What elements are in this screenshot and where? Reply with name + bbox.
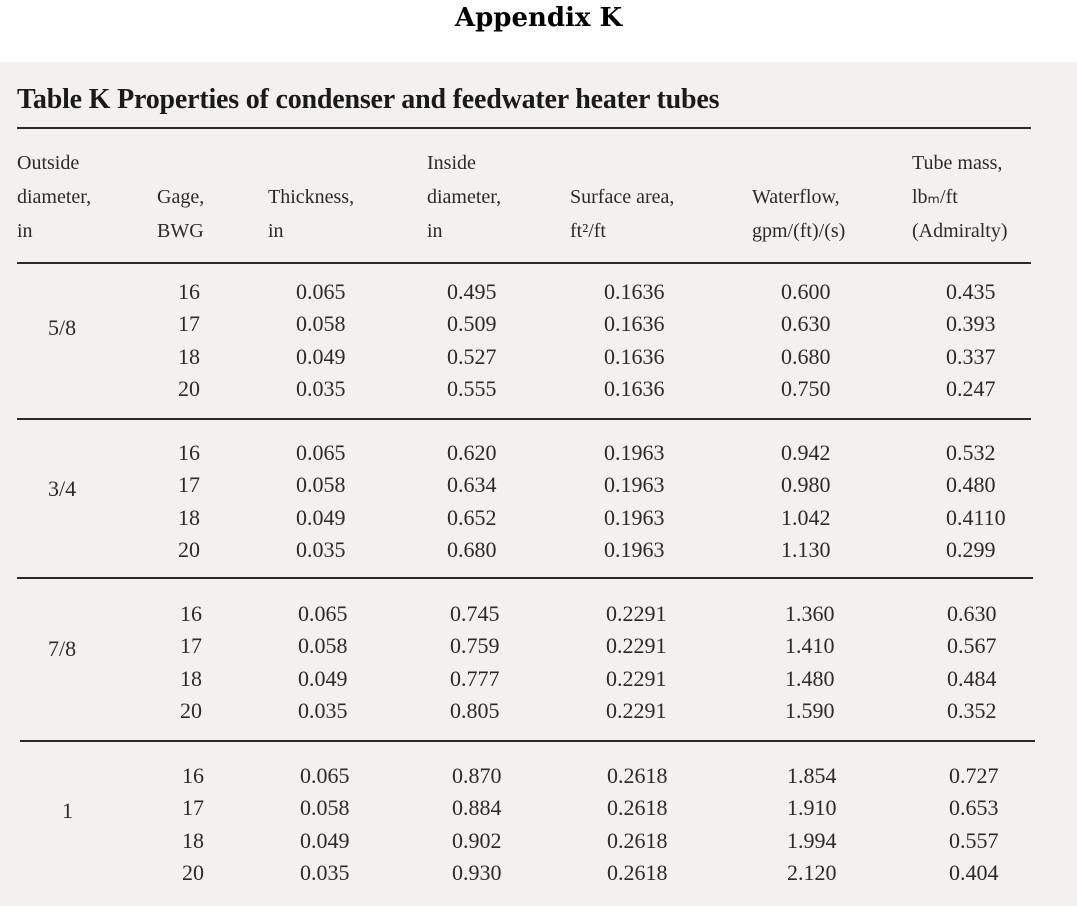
appendix-title: Appendix K bbox=[454, 3, 623, 33]
table-cell: 1.130 bbox=[781, 537, 831, 563]
table-cell: 0.337 bbox=[946, 343, 996, 369]
group-separator bbox=[20, 740, 1035, 742]
thickness-column bbox=[300, 760, 350, 890]
table-cell: 0.1636 bbox=[604, 311, 665, 337]
group-separator bbox=[17, 577, 1033, 579]
tube-mass-column bbox=[946, 437, 1006, 567]
table-cell: 16 bbox=[178, 440, 200, 465]
gage-column bbox=[178, 437, 200, 567]
table-cell: 0.035 bbox=[298, 698, 348, 724]
header-rule bbox=[17, 262, 1031, 264]
outside-diameter-value: 1 bbox=[62, 798, 73, 823]
table-cell: 0.049 bbox=[298, 665, 348, 691]
table-cell: 0.1636 bbox=[604, 376, 665, 402]
table-cell: 1.480 bbox=[785, 665, 835, 691]
tube-mass-column bbox=[946, 276, 996, 406]
table-cell: 0.049 bbox=[296, 343, 346, 369]
table-cell: 1.042 bbox=[781, 504, 831, 530]
table-cell: 0.2618 bbox=[607, 763, 668, 788]
table-cell: 18 bbox=[182, 827, 204, 853]
table-cell: 0.805 bbox=[450, 698, 500, 724]
thickness-column bbox=[298, 598, 348, 728]
table-cell: 0.652 bbox=[447, 504, 497, 530]
table-cell: 0.2291 bbox=[606, 698, 667, 724]
table-cell: 0.035 bbox=[300, 860, 350, 886]
table-cell: 0.630 bbox=[781, 311, 831, 337]
table-cell: 0.1636 bbox=[604, 279, 665, 304]
table-cell: 0.930 bbox=[452, 860, 502, 886]
table-cell: 1.360 bbox=[785, 601, 835, 626]
table-cell: 0.567 bbox=[947, 633, 997, 659]
table-cell: 17 bbox=[178, 472, 200, 498]
header-tube-mass: Tube mass, lbₘ/ft (Admiralty) bbox=[912, 152, 1008, 242]
tube-mass-column bbox=[949, 760, 999, 890]
table-cell: 0.049 bbox=[300, 827, 350, 853]
table-cell: 18 bbox=[178, 504, 200, 530]
table-cell: 0.630 bbox=[947, 601, 997, 626]
table-cell: 0.942 bbox=[781, 440, 831, 465]
table-cell: 0.1963 bbox=[604, 504, 665, 530]
table-cell: 0.532 bbox=[946, 440, 996, 465]
waterflow-column bbox=[781, 276, 831, 406]
table-cell: 0.870 bbox=[452, 763, 502, 788]
table-cell: 0.065 bbox=[296, 279, 346, 304]
header-thickness: Thickness, in bbox=[268, 186, 355, 242]
table-cell: 0.299 bbox=[946, 537, 996, 563]
table-cell: 0.1963 bbox=[604, 440, 665, 465]
table-cell: 0.247 bbox=[946, 376, 996, 402]
table-cell: 0.435 bbox=[946, 279, 996, 304]
table-cell: 17 bbox=[178, 311, 200, 337]
table-cell: 0.2291 bbox=[606, 665, 667, 691]
header-outside-diameter: Outside diameter, in bbox=[17, 152, 92, 242]
waterflow-column bbox=[781, 437, 831, 567]
table-cell: 0.555 bbox=[447, 376, 497, 402]
table-cell: 0.352 bbox=[947, 698, 997, 724]
inside-diameter-column bbox=[452, 760, 502, 890]
table-cell: 0.680 bbox=[781, 343, 831, 369]
outside-diameter-value: 7/8 bbox=[48, 636, 77, 661]
thickness-column bbox=[296, 276, 346, 406]
table-cell: 20 bbox=[180, 698, 202, 724]
table-cell: 0.393 bbox=[946, 311, 996, 337]
table-cell: 0.2618 bbox=[607, 827, 668, 853]
table-cell: 0.1963 bbox=[604, 472, 665, 498]
table-cell: 0.777 bbox=[450, 665, 500, 691]
table-cell: 1.590 bbox=[785, 698, 835, 724]
table-cell: 0.480 bbox=[946, 472, 996, 498]
gage-column bbox=[182, 760, 204, 890]
table-cell: 16 bbox=[178, 279, 200, 304]
table-cell: 1.910 bbox=[787, 795, 837, 821]
table-cell: 0.065 bbox=[300, 763, 350, 788]
header-surface-area: Surface area, ft²/ft bbox=[570, 186, 675, 242]
header-gage: Gage, BWG bbox=[157, 186, 205, 242]
gage-column bbox=[180, 598, 202, 728]
table-cell: 0.2618 bbox=[607, 860, 668, 886]
table-cell: 16 bbox=[182, 763, 204, 788]
thickness-column bbox=[296, 437, 346, 567]
outside-diameter-value: 5/8 bbox=[48, 315, 77, 340]
table-cell: 0.634 bbox=[447, 472, 497, 498]
top-rule bbox=[17, 127, 1031, 129]
table-cell: 0.065 bbox=[296, 440, 346, 465]
table-cell: 0.2618 bbox=[607, 795, 668, 821]
table-cell: 1.994 bbox=[787, 827, 837, 853]
group-separator bbox=[17, 418, 1031, 420]
table-cell: 16 bbox=[180, 601, 202, 626]
table-cell: 0.2291 bbox=[606, 633, 667, 659]
table-cell: 0.484 bbox=[947, 665, 997, 691]
inside-diameter-column bbox=[447, 437, 497, 567]
table-cell: 0.058 bbox=[296, 472, 346, 498]
surface-area-column bbox=[604, 437, 665, 567]
surface-area-column bbox=[604, 276, 665, 406]
table-cell: 0.035 bbox=[296, 537, 346, 563]
inside-diameter-column bbox=[450, 598, 500, 728]
header-waterflow: Waterflow, gpm/(ft)/(s) bbox=[752, 186, 846, 242]
table-cell: 0.680 bbox=[447, 537, 497, 563]
table-cell: 20 bbox=[178, 376, 200, 402]
table-cell: 0.2291 bbox=[606, 601, 667, 626]
table-cell: 0.065 bbox=[298, 601, 348, 626]
outside-diameter-value: 3/4 bbox=[48, 476, 77, 501]
table-cell: 0.620 bbox=[447, 440, 497, 465]
table-cell: 20 bbox=[182, 860, 204, 886]
table-cell: 0.058 bbox=[296, 311, 346, 337]
table-cell: 0.404 bbox=[949, 860, 999, 886]
table-cell: 0.509 bbox=[447, 311, 497, 337]
table-cell: 0.058 bbox=[298, 633, 348, 659]
table-cell: 0.750 bbox=[781, 376, 831, 402]
table-caption: Table K Properties of condenser and feedwater heater tubes bbox=[17, 84, 720, 115]
table-cell: 2.120 bbox=[787, 860, 837, 886]
table-cell: 18 bbox=[180, 665, 202, 691]
table-cell: 0.4110 bbox=[946, 504, 1006, 530]
table-cell: 0.653 bbox=[949, 795, 999, 821]
surface-area-column bbox=[606, 598, 667, 728]
header-inside-diameter: Inside diameter, in bbox=[427, 152, 502, 242]
table-cell: 18 bbox=[178, 343, 200, 369]
table-cell: 17 bbox=[182, 795, 204, 821]
table-cell: 20 bbox=[178, 537, 200, 563]
surface-area-column bbox=[607, 760, 668, 890]
table-cell: 17 bbox=[180, 633, 202, 659]
table-cell: 1.410 bbox=[785, 633, 835, 659]
table-cell: 0.557 bbox=[949, 827, 999, 853]
tube-mass-column bbox=[947, 598, 997, 728]
table-cell: 0.902 bbox=[452, 827, 502, 853]
table-cell: 0.759 bbox=[450, 633, 500, 659]
table-cell: 0.495 bbox=[447, 279, 497, 304]
waterflow-column bbox=[787, 760, 837, 890]
inside-diameter-column bbox=[447, 276, 497, 406]
table-cell: 0.980 bbox=[781, 472, 831, 498]
table-cell: 0.527 bbox=[447, 343, 497, 369]
gage-column bbox=[178, 276, 200, 406]
waterflow-column bbox=[785, 598, 835, 728]
table-cell: 0.727 bbox=[949, 763, 999, 788]
table-cell: 0.035 bbox=[296, 376, 346, 402]
table-cell: 0.058 bbox=[300, 795, 350, 821]
table-cell: 0.745 bbox=[450, 601, 500, 626]
table-cell: 0.1636 bbox=[604, 343, 665, 369]
table-cell: 0.049 bbox=[296, 504, 346, 530]
table-cell: 0.884 bbox=[452, 795, 502, 821]
table-cell: 1.854 bbox=[787, 763, 837, 788]
table-cell: 0.600 bbox=[781, 279, 831, 304]
table-cell: 0.1963 bbox=[604, 537, 665, 563]
